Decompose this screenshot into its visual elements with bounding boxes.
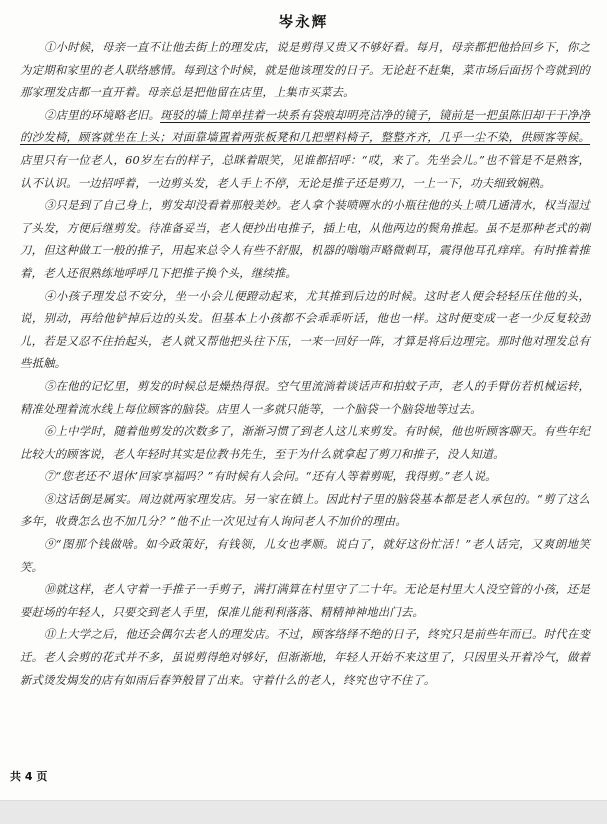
paragraph: ⑥上中学时，随着他剪发的次数多了，渐渐习惯了到老人这儿来剪发。有时候，他也听顾客聊天。有些年纪比较大的顾客说，老人年轻时其实是位教书先生，至于为什么就拿起了剪刀和推子，没人知道。	[20, 424, 590, 461]
paragraph: ⑧这话倒是属实。周边就两家理发店。另一家在镇上。因此村子里的脑袋基本都是老人承包的。“剪了这么多年，收费怎么也不加几分？”他不止一次见过有人询问老人不加价的理由。	[20, 491, 590, 529]
paragraph: ④小孩子理发总不安分，坐一小会儿便蹬动起来，尤其推到后边的时候。这时老人便会轻轻压住他的头，说，别动，再给他铲掉后边的头发。但基本上小孩都不会乖乖听话，他也一样。这时便变成一老一少反复较劲儿，若是又忍不住抬起头，老人就又帮他把头往下压，一来一回好一阵，才算是将后边理完。那时他对理发总有些抵触。	[20, 288, 590, 371]
paragraph: ②店里的环境略老旧。斑驳的墙上简单挂着一块系有袋痕却明亮洁净的镜子，镜前是一把虽陈旧却干干净净的沙发椅，顾客就坐在上头；对面靠墙置着两张板凳和几把塑料椅子，整整齐齐，几乎一尘不染，供顾客等候。店里只有一位老人，60岁左右的样子，总眯着眼笑，见谁都招呼：“哎，来了。先坐会儿。”也不管是不是熟客，认不认识。一边招呼着，一边剪头发，老人手上不停，无论是推子还是剪刀，一上一下，功夫细致娴熟。	[20, 107, 590, 190]
paragraph: ⑨“图那个钱做啥。如今政策好，有钱领，儿女也孝顺。说白了，就好这份忙活！”老人话完，又爽朗地笑笑。	[20, 537, 590, 574]
paragraph: ⑦“您老还不‘退休’回家享福吗？”有时候有人会问。“还有人等着剪呢，我得剪。”老人说。	[43, 469, 497, 484]
viewer-bottom-bar	[0, 800, 607, 824]
paragraph: ③只是到了自己身上，剪发却没看着那般美妙。老人拿个装喷喱水的小瓶往他的头上喷几通清水，权当湿过了头发，方便后继剪发。待准备妥当，老人便抄出电推子，插上电，从他两边的鬓角推起。虽不是那种老式的剃刀，但这种做工一般的推子，用起来总令人有些不舒服，机器的嗡嗡声略微刺耳，震得他耳孔痒痒。有时推着推着，老人还很熟练地呼呼几下把推子换个头，继续推。	[20, 198, 590, 280]
author-name: 岑永辉	[278, 14, 329, 31]
paragraph: ⑤在他的记忆里，剪发的时候总是燥热得很。空气里流淌着谈话声和拍蚊子声，老人的手臂仿若机械运转，精准处理着流水线上每位顾客的脑袋。店里人一多就只能等，一个脑袋一个脑袋地等过去。	[20, 378, 590, 416]
article-body	[20, 36, 590, 691]
paragraph: ①小时候，母亲一直不让他去街上的理发店，说是剪得又贵又不够好看。每月，母亲都把他拾回乡下，你之为定期和家里的老人联络感情。每到这个时候，就是他该理发的日子。无论赶不赶集，菜市场后面拐个弯就到的那家理发店都一直开着。母亲总是把他留在店里，上集市买菜去。	[20, 40, 590, 100]
paragraph: ⑪上大学之后，他还会偶尔去老人的理发店。不过，顾客络绎不绝的日子，终究只是前些年而已。时代在变迁。老人会剪的花式并不多，虽说剪得绝对够好，但渐渐地，年轻人开始不来这里了，只因里头开着冷气，做着新式烫发焗发的店有如雨后春笋般冒了出来。守着什么的老人，终究也守不住了。	[20, 627, 590, 687]
underlined-passage: 斑驳的墙上简单挂着一块系有袋痕却明亮洁净的镜子，镜前是一把虽陈旧却干干净净的沙发椅，顾客就坐在上头；对面靠墙置着两张板凳和几把塑料椅子，整整齐齐，几乎一尘不染，供顾客等候。	[20, 107, 590, 145]
paragraph: ⑩就这样，老人守着一手推子一手剪子，满打满算在村里守了二十年。无论是村里大人没空管的小孩，还是要赶场的年轻人，只要交到老人手里，保准儿能利利落落、精精神神地出门去。	[20, 582, 590, 619]
page-count: 共 4 页	[10, 770, 48, 783]
